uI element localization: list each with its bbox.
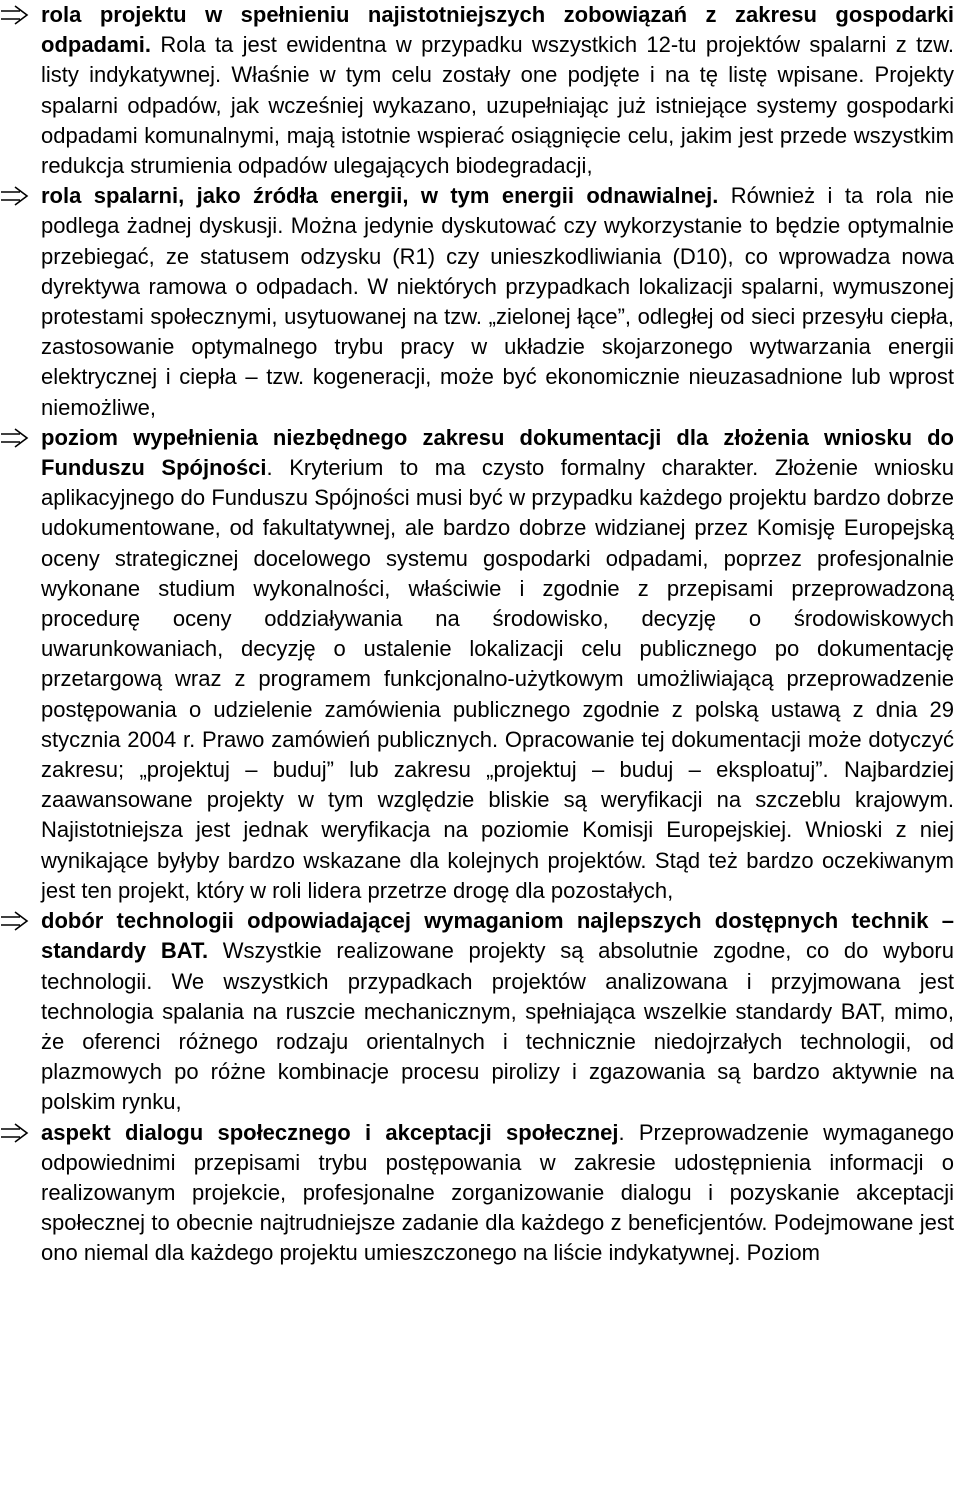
item-text: Wszystkie realizowane projekty są absolutnie zgodne, co do wyboru technologii. We wszystkich przypadkach projektów analizowana i przyjmowana jest technologia spalania na ruszcie mechanicznym, spełniająca wszelkie standardy BAT, mimo, że oferenci różnego rodzaju orientalnych i technicznie niedojrzałych technologii, od plazmowych po różne kombinacje procesu pirolizy i zgazowania są bardzo aktywnie na polskim rynku, xyxy=(41,938,954,1115)
double-arrow-icon xyxy=(0,427,30,449)
double-arrow-icon xyxy=(0,185,30,207)
item-text: . Kryterium to ma czysto formalny charakter. Złożenie wniosku aplikacyjnego do Funduszu Spójności musi być w przypadku każdego projektu bardzo dobrze udokumentowane, od fakultatywnej, ale bardzo dobrze widzianej przez Komisję Europejską oceny strategicznej docelowego systemu gospodarki odpadami, poprzez profesjonalnie wykonane studium wykonalności, właściwie i zgodnie z przepisami przeprowadzoną procedurę oceny oddziaływania na środowisko, decyzję o środowiskowych uwarunkowaniach, decyzję o ustalenie lokalizacji celu publicznego po dokumentację przetargową wraz z programem funkcjonalno-użytkowym umożliwiającą przeprowadzenie postępowania o udzielenie zamówienia publicznego zgodnie z polską ustawą z dnia 29 stycznia 2004 r. Prawo zamówień publicznych. Opracowanie tej dokumentacji może dotyczyć zakresu; „projektuj – buduj” lub zakresu „projektuj – buduj – eksploatuj”. Najbardziej zaawansowane projekty w tym względzie bliskie są weryfikacji na szczeblu krajowym. Najistotniejsza jest jednak weryfikacja na poziomie Komisji Europejskiej. Wnioski z niej wynikające byłyby bardzo wskazane dla kolejnych projektów. Stąd też bardzo oczekiwanym jest ten projekt, który w roli lidera przetrze drogę dla pozostałych, xyxy=(41,455,954,903)
item-text: Również i ta rola nie podlega żadnej dyskusji. Można jedynie dyskutować czy wykorzystanie to będzie optymalnie przebiegać, ze statusem odzysku (R1) czy unieszkodliwiania (D10), co wprowadza nowa dyrektywa ramowa o odpadach. W niektórych przypadkach lokalizacji spalarni, wymuszonej protestami społecznymi, usytuowanej na tzw. „zielonej łące”, odległej od sieci przesyłu ciepła, zastosowanie optymalnego trybu pracy w układzie skojarzonego wytwarzania energii elektrycznej i ciepła – tzw. kogeneracji, może być ekonomicznie nieuzasadnione lub wprost niemożliwe, xyxy=(41,183,955,420)
item-lead: aspekt dialogu społecznego i akceptacji społecznej xyxy=(41,1119,619,1145)
item-lead: dobór technologii odpowiadającej wymaganiom najlepszych dostępnych technik – standardy BAT. xyxy=(41,908,954,964)
item-text: . Przeprowadzenie wymaganego odpowiednimi przepisami trybu postępowania w zakresie udostępnienia informacji o realizowanym projekcie, profesjonalne zorganizowanie dialogu i pozyskanie akceptacji społecznej to obecnie najtrudniejsze zadanie dla każdego z beneficjentów. Podejmowane jest ono niemal dla każdego projektu umieszczonego na liście indykatywnej. Poziom xyxy=(41,1119,954,1266)
item-lead: rola spalarni, jako źródła energii, w tym energii odnawialnej. xyxy=(41,183,719,209)
double-arrow-icon xyxy=(0,1122,30,1144)
double-arrow-icon xyxy=(0,910,30,932)
item-lead: poziom wypełnienia niezbędnego zakresu dokumentacji dla złożenia wniosku do Funduszu Spójności xyxy=(41,424,954,481)
list-item xyxy=(0,423,960,906)
list-item xyxy=(0,181,960,423)
item-text: Rola ta jest ewidentna w przypadku wszystkich 12-tu projektów spalarni z tzw. listy indykatywnej. Właśnie w tym celu zostały one podjęte i na tę listę wpisane. Projekty spalarni odpadów, jak wcześniej wykazano, uzupełniając już istniejące systemy gospodarki odpadami komunalnymi, mają istotnie wspierać osiągnięcie celu, jakim jest przede wszystkim redukcja strumienia odpadów ulegających biodegradacji, xyxy=(41,32,954,179)
double-arrow-icon xyxy=(0,4,30,26)
list-item xyxy=(0,0,960,181)
list-item xyxy=(0,906,960,1117)
list-item xyxy=(0,1118,960,1269)
item-lead: rola projektu w spełnieniu najistotniejszych zobowiązań z zakresu gospodarki odpadami. xyxy=(41,2,954,58)
